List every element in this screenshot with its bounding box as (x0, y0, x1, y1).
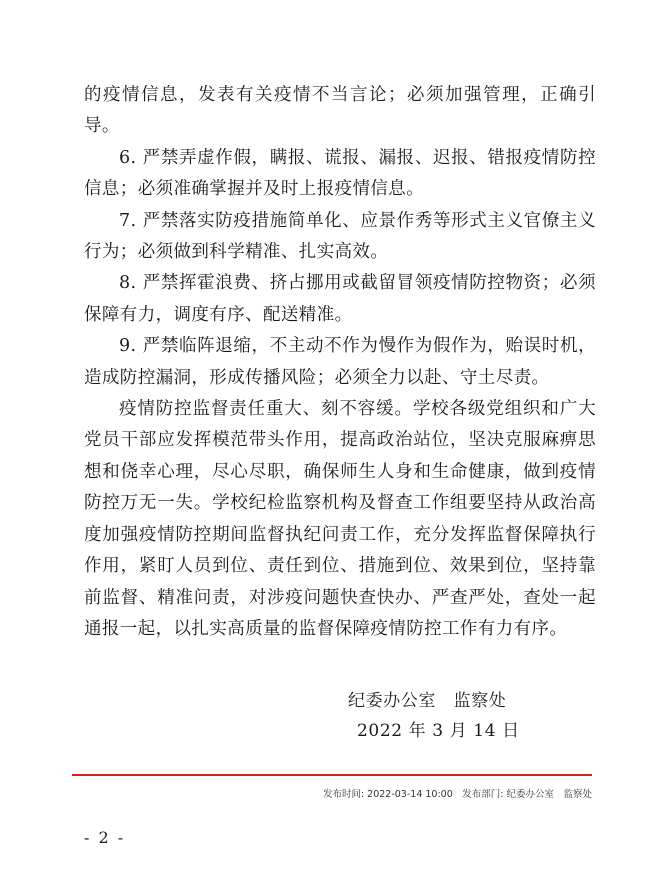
signature-organization: 纪委办公室 监察处 (348, 691, 507, 711)
paragraph-conclusion: 疫情防控监督责任重大、刻不容缓。学校各级党组织和广大党员干部应发挥模范带头作用，提高政治站位，坚决克服麻痹思想和侥幸心理，尽心尽职，确保师生人身和生命健康，做到疫情防控万无一失。学校纪检监察机构及督查工作组要坚持从政治高度加强疫情防控期间监督执纪问责工作，充分发挥监督保障执行作用，紧盯人员到位、责任到位、措施到位、效果到位，坚持靠前监督、精准问责，对涉疫问题快查快办、严查严处，查处一起通报一起，以扎实高质量的监督保障疫情防控工作有力有序。 (84, 399, 596, 639)
paragraph-item-7: 7. 严禁落实防疫措施简单化、应景作秀等形式主义官僚主义行为；必须做到科学精准、扎实高效。 (84, 210, 596, 263)
paragraph-item-9: 9. 严禁临阵退缩，不主动不作为慢作为假作为，贻误时机，造成防控漏洞，形成传播风险；必须全力以赴、守土尽责。 (84, 336, 596, 388)
paragraph-item-8: 8. 严禁挥霍浪费、挤占挪用或截留冒领疫情防控物资；必须保障有力，调度有序、配送精准。 (84, 273, 596, 325)
footer-publish-info: 发布时间: 2022-03-14 10:00 发布部门: 纪委办公室 监察处 (322, 789, 592, 800)
page-number: - 2 - (84, 828, 126, 847)
signature-date: 2022 年 3 月 14 日 (357, 721, 520, 741)
paragraph-continuation: 的疫情信息，发表有关疫情不当言论；必须加强管理，正确引导。 (84, 85, 596, 137)
paragraph-item-6: 6. 严禁弄虚作假，瞒报、谎报、漏报、迟报、错报疫情防控信息；必须准确掌握并及时上报疫情信息。 (84, 147, 596, 200)
document-body (84, 80, 596, 645)
footer-red-rule (72, 774, 592, 776)
